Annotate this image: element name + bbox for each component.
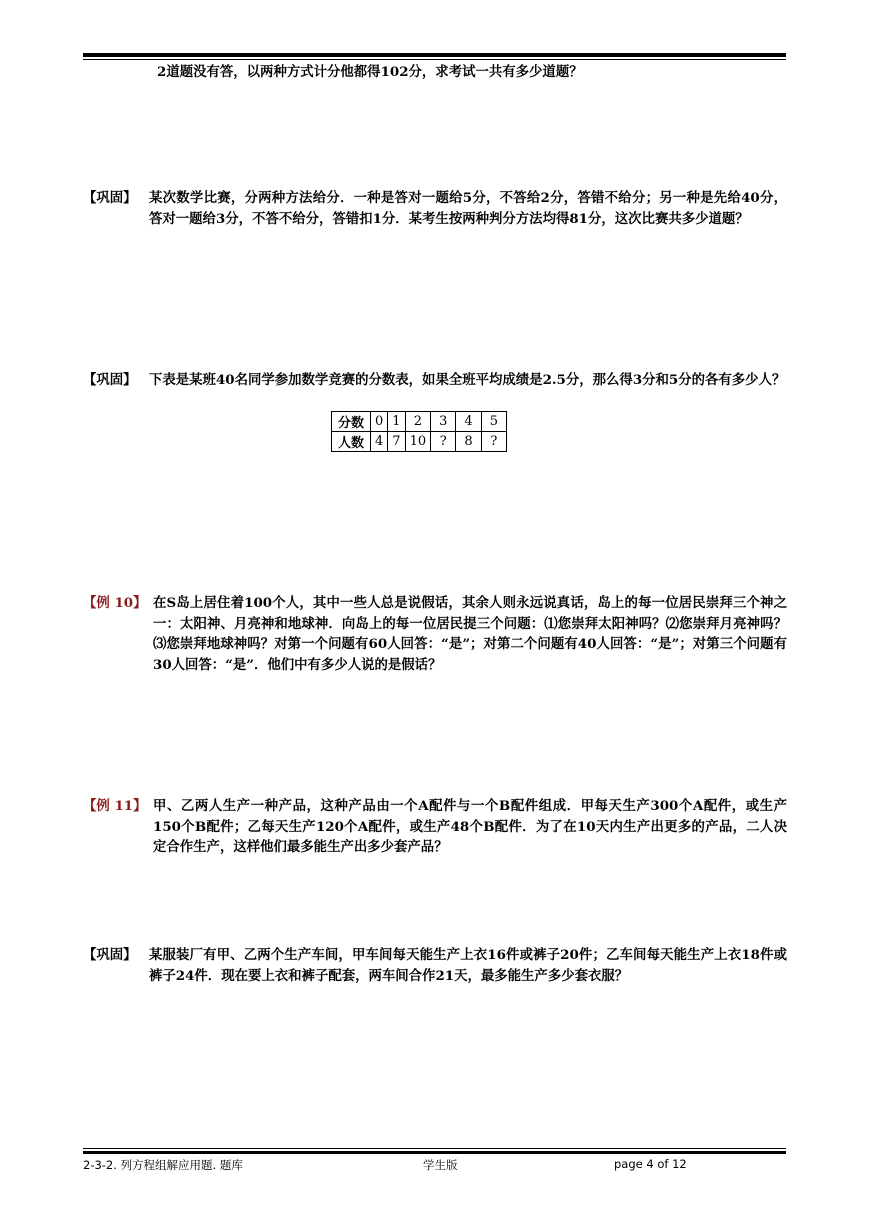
problem-tag: 【巩固】: [83, 947, 137, 963]
table-cell: 4: [371, 432, 388, 452]
problem-text: 甲、乙两人生产一种产品，这种产品由一个A配件与一个B配件组成．甲每天生产300个A配件，或生产150个B配件；乙每天生产120个A配件，或生产48个B配件．为了在10天内生产出更多的产品，二人决定合作生产，这样他们最多能生产出多少套产品？: [153, 798, 787, 855]
footer-title: 2-3-2. 列方程组解应用题. 题库: [83, 1158, 243, 1172]
table-cell: 5: [481, 412, 506, 432]
example-tag: 【例 10】: [83, 595, 147, 611]
table-row: [332, 412, 507, 432]
table-cell: 4: [456, 412, 481, 432]
problem-text: 在S岛上居住着100个人，其中一些人总是说假话，其余人则永远说真话，岛上的每一位居民崇拜三个神之一：太阳神、月亮神和地球神．向岛上的每一位居民提三个问题：⑴您崇拜太阳神吗？⑵您崇拜月亮神吗？⑶您崇拜地球神吗？对第一个问题有60人回答：“是”；对第二个问题有40人回答：“是”；对第三个问题有30人回答：“是”．他们中有多少人说的是假话？: [153, 595, 787, 673]
score-table: [331, 411, 507, 452]
table-row: [332, 432, 507, 452]
page-number: page 4 of 12: [614, 1157, 687, 1171]
problem-tag: 【巩固】: [83, 372, 137, 388]
header-rule-thin: [83, 59, 786, 60]
continuation-text: 2道题没有答，以两种方式计分他都得102分，求考试一共有多少道题？: [157, 64, 583, 80]
table-cell: 8: [456, 432, 481, 452]
table-cell: 3: [431, 412, 456, 432]
problem-tag: 【巩固】: [83, 190, 137, 206]
footer-rule-thin: [83, 1148, 786, 1149]
table-header-cell: 分数: [332, 412, 371, 432]
table-cell: 0: [371, 412, 388, 432]
table-cell: ?: [481, 432, 506, 452]
table-cell: 1: [388, 412, 405, 432]
footer-rule: [83, 1151, 786, 1154]
table-cell: ?: [431, 432, 456, 452]
table-cell: 2: [405, 412, 431, 432]
example-tag: 【例 11】: [83, 798, 147, 814]
header-rule: [83, 53, 786, 57]
footer-edition: 学生版: [423, 1158, 458, 1172]
table-cell: 7: [388, 432, 405, 452]
problem-text: 某次数学比赛，分两种方法给分．一种是答对一题给5分，不答给2分，答错不给分；另一种是先给40分，答对一题给3分，不答不给分，答错扣1分．某考生按两种判分方法均得81分，这次比赛共多少道题？: [149, 190, 787, 227]
problem-text: 某服装厂有甲、乙两个生产车间，甲车间每天能生产上衣16件或裤子20件；乙车间每天能生产上衣18件或裤子24件．现在要上衣和裤子配套，两车间合作21天，最多能生产多少套衣服？: [149, 947, 787, 984]
table-header-cell: 人数: [332, 432, 371, 452]
problem-text: 下表是某班40名同学参加数学竞赛的分数表，如果全班平均成绩是2.5分，那么得3分和5分的各有多少人？: [149, 372, 786, 388]
table-cell: 10: [405, 432, 431, 452]
